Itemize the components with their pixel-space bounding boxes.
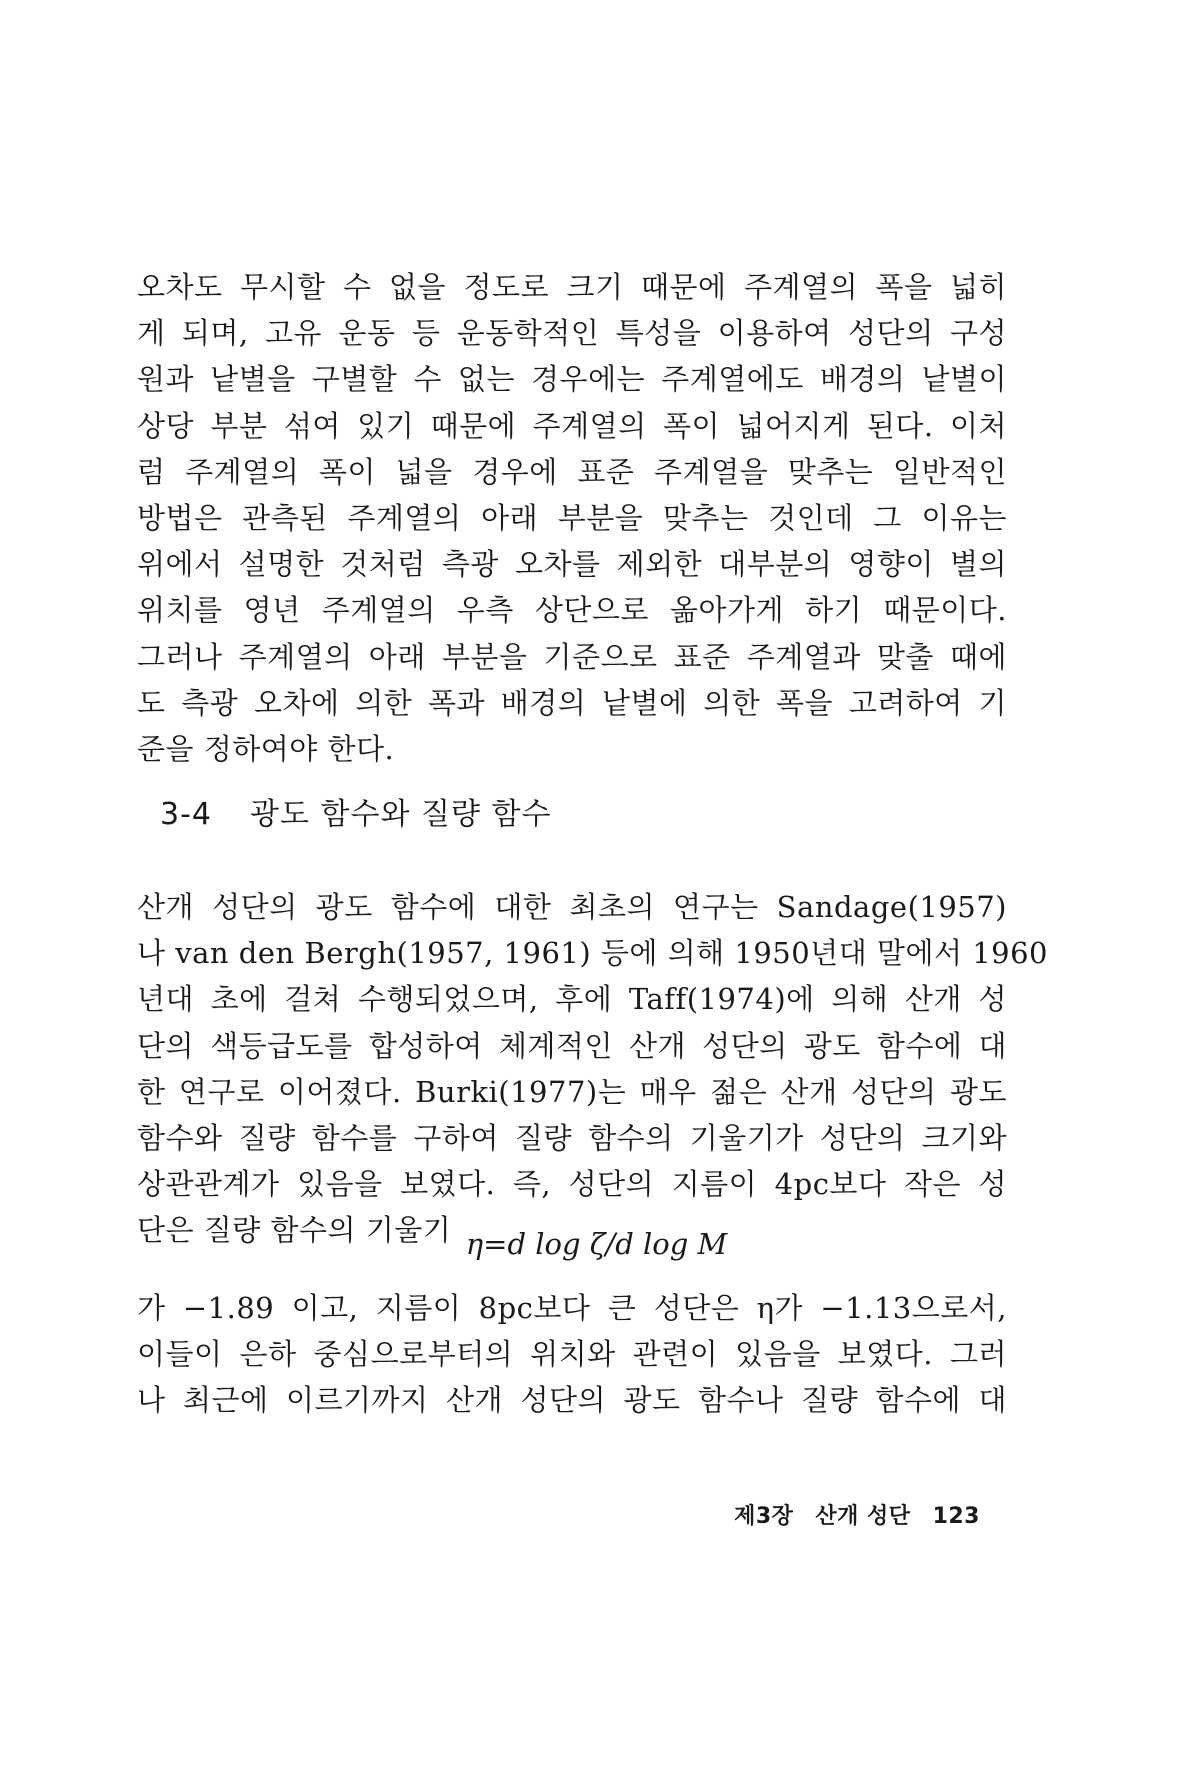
text-line: 이들이 은하 중심으로부터의 위치와 관련이 있음을 보였다. 그러	[137, 1337, 1007, 1372]
text-line: 원과 낱별을 구별할 수 없는 경우에는 주계열에도 배경의 낱별이	[137, 362, 1007, 397]
section-number: 3-4	[160, 797, 212, 832]
section-title: 광도 함수와 질량 함수	[250, 797, 552, 832]
text-line: 방법은 관측된 주계열의 아래 부분을 맞추는 것인데 그 이유는	[137, 501, 1007, 536]
text-line: 산개 성단의 광도 함수에 대한 최초의 연구는 Sandage(1957)	[137, 890, 1007, 924]
paragraph-3	[137, 1285, 1007, 1424]
text-line: 한 연구로 이어졌다. Burki(1977)는 매우 젊은 산개 성단의 광도	[137, 1074, 1007, 1109]
page-footer	[734, 1502, 980, 1532]
text-line: 나 van den Bergh(1957, 1961) 등에 의해 1950년대 말에서 1960	[137, 936, 1048, 971]
footer-section-name: 산개 성단	[815, 1504, 911, 1529]
text-line: 상당 부분 섞여 있기 때문에 주계열의 폭이 넓어지게 된다. 이처	[137, 408, 1007, 443]
paragraph-1	[137, 264, 1007, 772]
section-heading	[160, 795, 551, 835]
text-line: 함수와 질량 함수를 구하여 질량 함수의 기울기가 성단의 크기와	[137, 1121, 1007, 1156]
text-line: 나 최근에 이르기까지 산개 성단의 광도 함수나 질량 함수에 대	[137, 1383, 1007, 1418]
text-line: 단의 색등급도를 합성하여 체계적인 산개 성단의 광도 함수에 대	[137, 1028, 1007, 1063]
text-line: 준을 정하여야 한다.	[137, 732, 395, 767]
footer-chapter: 제3장	[734, 1504, 794, 1529]
equation: η=d log ζ/d log M	[465, 1227, 728, 1261]
text-line: 게 되며, 고유 운동 등 운동학적인 특성을 이용하여 성단의 구성	[137, 316, 1007, 351]
text-line: 위치를 영년 주계열의 우측 상단으로 옮아가게 하기 때문이다.	[137, 593, 1007, 628]
paragraph-2	[137, 884, 1048, 1254]
text-line: 단은 질량 함수의 기울기	[137, 1213, 452, 1248]
text-line: 럼 주계열의 폭이 넓을 경우에 표준 주계열을 맞추는 일반적인	[137, 454, 1007, 489]
page-number: 123	[932, 1504, 980, 1529]
text-line: 오차도 무시할 수 없을 정도로 크기 때문에 주계열의 폭을 넓히	[137, 270, 1007, 304]
text-line: 그러나 주계열의 아래 부분을 기준으로 표준 주계열과 맞출 때에	[137, 639, 1007, 674]
text-line: 상관관계가 있음을 보였다. 즉, 성단의 지름이 4pc보다 작은 성	[137, 1167, 1007, 1202]
text-line: 도 측광 오차에 의한 폭과 배경의 낱별에 의한 폭을 고려하여 기	[137, 685, 1007, 720]
text-line: 가 −1.89 이고, 지름이 8pc보다 큰 성단은 η가 −1.13으로서,	[137, 1291, 1007, 1325]
text-line: 위에서 설명한 것처럼 측광 오차를 제외한 대부분의 영향이 별의	[137, 547, 1007, 582]
text-line: 년대 초에 걸쳐 수행되었으며, 후에 Taff(1974)에 의해 산개 성	[137, 982, 1007, 1017]
